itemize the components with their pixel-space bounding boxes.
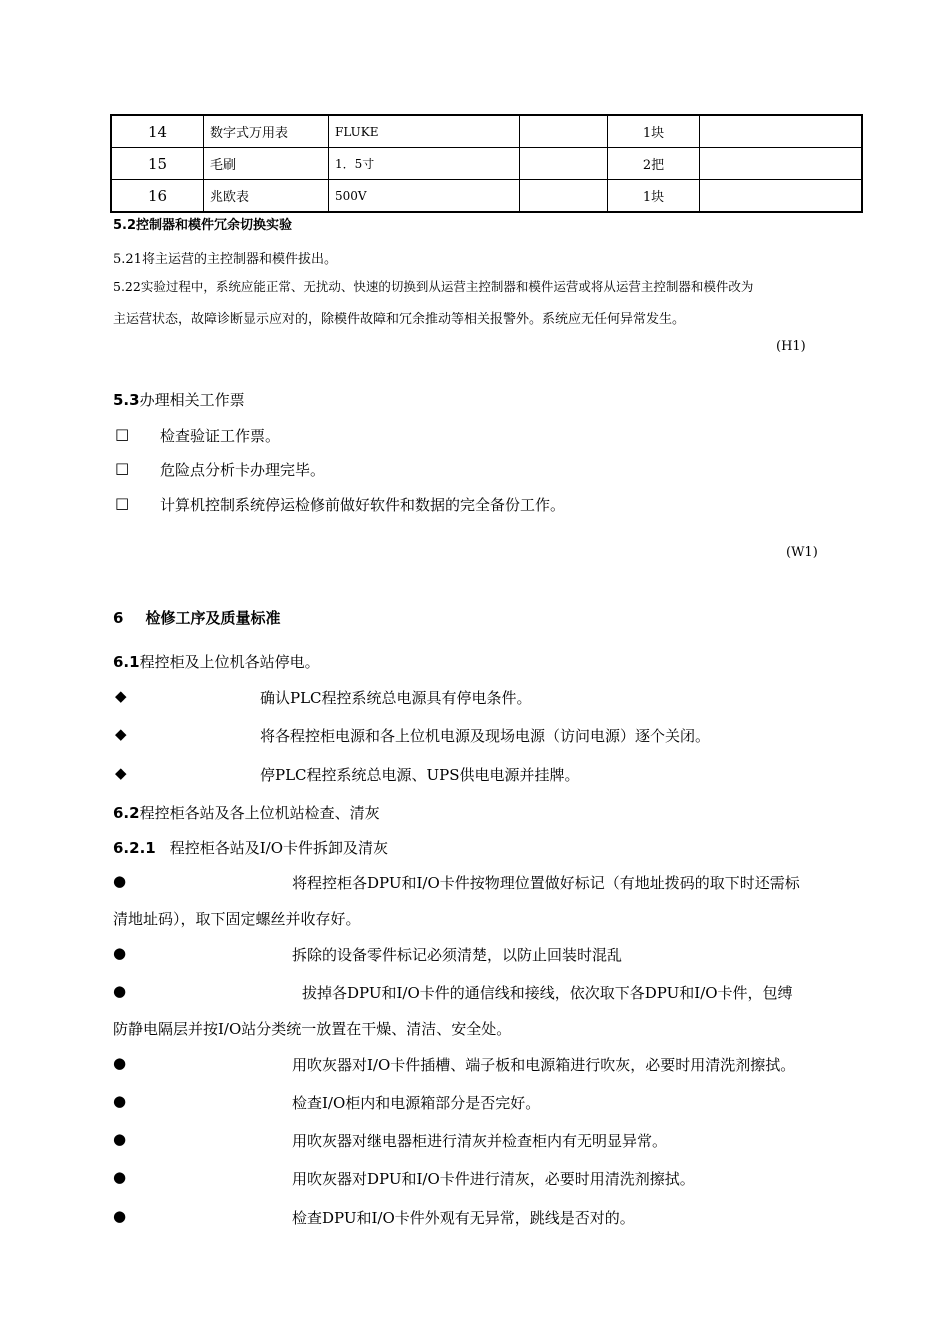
item-quantity: 2把 (608, 148, 700, 180)
list-item: 拔掉各DPU和I/O卡件的通信线和接线，依次取下各DPU和I/O卡件，包缚 (302, 984, 793, 1002)
control-point-h1: (H1) (776, 339, 806, 354)
control-point-w1: (W1) (786, 545, 818, 560)
item-name: 数字式万用表 (204, 115, 329, 148)
list-item: 确认PLC程控系统总电源具有停电条件。 (260, 689, 532, 707)
section-6-1-heading (113, 651, 320, 672)
bullet-icon: ● (113, 1130, 127, 1148)
item-note (700, 180, 863, 213)
blank-cell (520, 180, 608, 213)
checklist-item: 危险点分析卡办理完毕。 (160, 461, 326, 479)
section-6-2-heading (113, 802, 380, 823)
blank-cell (520, 148, 608, 180)
bullet-icon: ● (113, 944, 127, 962)
list-item-continuation: 防静电隔层并按I/O站分类统一放置在干燥、清洁、安全处。 (113, 1020, 512, 1038)
item-spec: 500V (329, 180, 520, 213)
section-5-2-item-1: 5.21将主运营的主控制器和模件拔出。 (113, 252, 337, 267)
diamond-icon: ◆ (115, 764, 127, 782)
bullet-icon: ● (113, 1092, 127, 1110)
checklist-item: 计算机控制系统停运检修前做好软件和数据的完全备份工作。 (160, 496, 566, 514)
section-5-3-title: 办理相关工作票 (139, 391, 245, 409)
bullet-icon: ● (113, 1207, 127, 1225)
list-item: 停PLC程控系统总电源、UPS供电电源并挂牌。 (260, 766, 580, 784)
list-item: 用吹灰器对继电器柜进行清灰并检查柜内有无明显异常。 (292, 1132, 668, 1150)
item-spec: FLUKE (329, 115, 520, 148)
table-row (111, 180, 862, 213)
item-note (700, 115, 863, 148)
bullet-icon: ● (113, 982, 127, 1000)
list-item: 将各程控柜电源和各上位机电源及现场电源（访问电源）逐个关闭。 (260, 727, 711, 745)
bullet-icon: ● (113, 1168, 127, 1186)
list-item-continuation: 清地址码），取下固定螺丝并收存好。 (113, 910, 361, 928)
row-number: 15 (111, 148, 204, 180)
section-6-title: 检修工序及质量标准 (145, 609, 281, 627)
list-item: 用吹灰器对I/O卡件插槽、端子板和电源箱进行吹灰，必要时用清洗剂擦拭。 (292, 1056, 796, 1074)
item-quantity: 1块 (608, 180, 700, 213)
bullet-icon: ● (113, 1054, 127, 1072)
blank-cell (520, 115, 608, 148)
section-6-heading (113, 607, 280, 628)
section-6-2-title: 程控柜各站及各上位机站检查、清灰 (139, 804, 380, 822)
list-item: 检查I/O柜内和电源箱部分是否完好。 (292, 1094, 541, 1112)
section-5-2-heading: 5.2控制器和模件冗余切换实验 (113, 218, 293, 233)
list-item: 用吹灰器对DPU和I/O卡件进行清灰，必要时用清洗剂擦拭。 (292, 1170, 695, 1188)
item-quantity: 1块 (608, 115, 700, 148)
section-5-3-number: 5.3 (113, 391, 140, 409)
table-row (111, 148, 862, 180)
checkbox-icon: □ (115, 459, 130, 477)
item-note (700, 148, 863, 180)
checkbox-icon: □ (115, 494, 130, 512)
section-6-2-1-title: 程控柜各站及I/O卡件拆卸及清灰 (169, 839, 388, 857)
row-number: 16 (111, 180, 204, 213)
section-6-1-title: 程控柜及上位机各站停电。 (139, 653, 320, 671)
section-5-2-item-2-line2: 主运营状态，故障诊断显示应对的，除模件故障和冗余推动等相关报警外。系统应无任何异常发生。 (113, 312, 686, 327)
checkbox-icon: □ (115, 425, 130, 443)
item-spec: 1．5寸 (329, 148, 520, 180)
bullet-icon: ● (113, 872, 127, 890)
section-5-3-heading (113, 389, 245, 410)
item-name: 兆欧表 (204, 180, 329, 213)
item-name: 毛刷 (204, 148, 329, 180)
list-item: 检查DPU和I/O卡件外观有无异常，跳线是否对的。 (292, 1209, 635, 1227)
section-6-number: 6 (113, 609, 124, 627)
section-6-2-1-number: 6.2.1 (113, 839, 156, 857)
section-6-1-number: 6.1 (113, 653, 140, 671)
row-number: 14 (111, 115, 204, 148)
checklist-item: 检查验证工作票。 (160, 427, 281, 445)
section-6-2-number: 6.2 (113, 804, 140, 822)
list-item: 拆除的设备零件标记必须清楚，以防止回装时混乱 (292, 946, 623, 964)
equipment-table (110, 114, 863, 213)
list-item: 将程控柜各DPU和I/O卡件按物理位置做好标记（有地址拨码的取下时还需标 (292, 874, 800, 892)
diamond-icon: ◆ (115, 725, 127, 743)
section-6-2-1-heading (113, 837, 388, 858)
table-row (111, 115, 862, 148)
diamond-icon: ◆ (115, 687, 127, 705)
section-5-2-item-2-line1: 5.22实验过程中，系统应能正常、无扰动、快速的切换到从运营主控制器和模件运营或将从运营主控制器和模件改为 (113, 279, 754, 294)
